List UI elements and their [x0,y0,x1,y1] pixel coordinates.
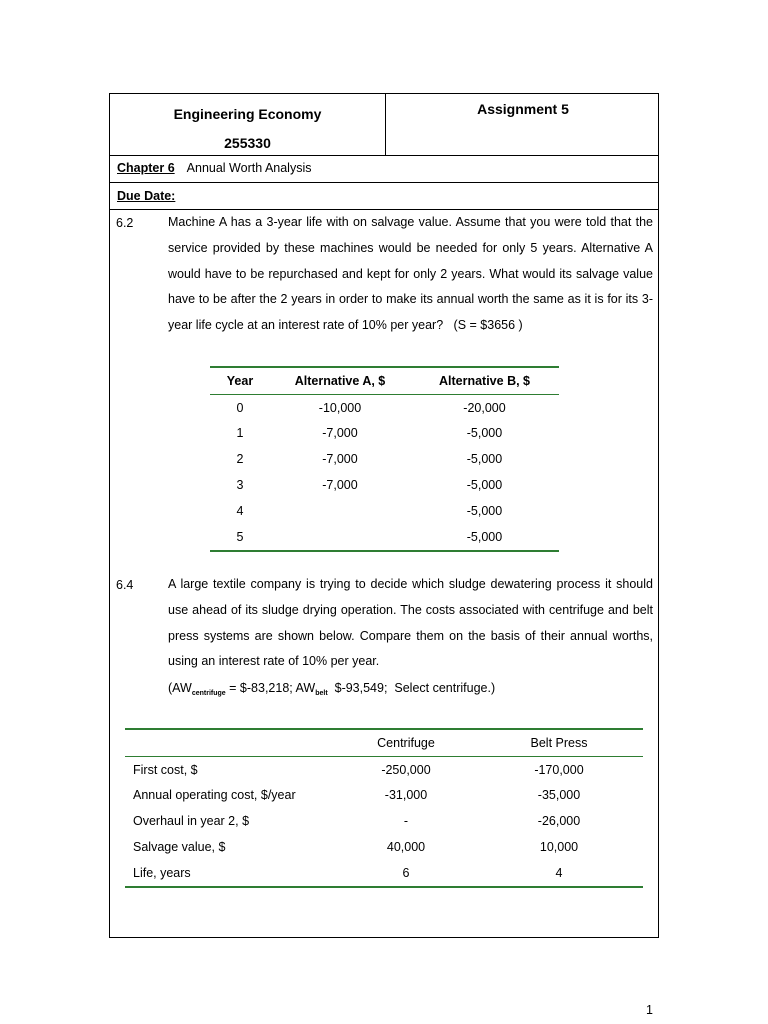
table-row [125,783,643,809]
table-row [210,394,559,420]
answer-text: = $-83,218; AW [225,681,316,695]
year-cell: 2 [236,452,244,467]
problem-number: 6.2 [116,216,134,230]
table-header-row [125,729,643,756]
problem-text: Machine A has a 3-year life with on salvage value. Assume that you were told that the service provided by these machines would be needed for only 5 years. Alternative A would have to be repurchased and kept for only 2 years. What would its salvage value have to be after the 2 years in order to make its annual worth the same as it is for its 3-year life cycle at an interest rate of 10% per year? (S = $3656 ) [168,215,653,333]
row-label: First cost, $ [133,762,198,777]
centrifuge-cell: -250,000 [381,762,431,777]
row-label: Overhaul in year 2, $ [133,814,250,829]
table-header-row [210,367,559,394]
table-row [210,472,559,498]
chapter-row [117,161,312,175]
table-row [125,808,643,834]
alt-b-cell: -5,000 [466,452,503,467]
answer-text: $-93,549; Select centrifuge.) [327,681,496,695]
row-label: Salvage value, $ [133,840,226,855]
problem-number: 6.4 [116,578,134,592]
alt-b-cell: -5,000 [466,478,503,493]
alt-a-cell: -10,000 [318,400,362,415]
row-label: Life, years [125,860,337,887]
belt-press-cell: 10,000 [539,840,579,855]
col-header: Alternative B, $ [410,367,559,394]
answer-subscript: centrifuge [191,690,226,697]
divider [110,155,658,156]
due-date-label: Due Date: [117,189,176,203]
alt-a-cell: -7,000 [322,452,358,467]
year-cell: 4 [236,503,244,518]
alt-a-cell [270,524,410,551]
answer-text: (AW [168,681,192,695]
alt-a-cell [270,498,410,524]
centrifuge-cell: -31,000 [384,788,428,803]
belt-press-cell: -170,000 [534,762,584,777]
table-row [125,860,643,887]
table-row [210,421,559,447]
table-row [210,524,559,551]
year-cell: 3 [236,478,244,493]
table-row [210,498,559,524]
table-row [125,834,643,860]
table-row [125,756,643,782]
alt-a-cell: -7,000 [322,478,358,493]
year-cell: 1 [236,426,244,441]
col-header: Year [210,367,270,394]
problem-text: A large textile company is trying to decide which sludge dewatering process it should use ahead of its sludge drying operation. The costs associated with centrifuge and belt press systems are shown below. Compare them on the basis of their annual worths, using an interest rate of 10% per year. [168,577,653,669]
table-row [210,446,559,472]
page-number: 1 [646,1003,653,1017]
col-header [125,729,337,756]
chapter-title: Annual Worth Analysis [186,161,312,175]
col-header: Centrifuge [337,729,475,756]
belt-press-cell: -35,000 [537,788,581,803]
header-divider [385,94,386,155]
alt-b-cell: -5,000 [466,426,503,441]
course-header [110,100,385,158]
year-cell: 5 [210,524,270,551]
alt-b-cell: -5,000 [466,503,503,518]
chapter-label: Chapter 6 [117,161,175,175]
alternatives-table [210,366,559,552]
assignment-frame [109,93,659,938]
alt-b-cell: -5,000 [410,524,559,551]
belt-press-cell: -26,000 [537,814,581,829]
alt-b-cell: -20,000 [463,400,506,415]
centrifuge-cell: 6 [337,860,475,887]
row-label: Annual operating cost, $/year [133,788,296,803]
course-title: Engineering Economy [173,106,322,122]
year-cell: 0 [236,400,244,415]
assignment-title: Assignment 5 [477,101,569,117]
problem-answer [168,681,495,697]
answer-subscript: belt [315,690,328,697]
centrifuge-cell: - [403,814,409,829]
belt-press-cell: 4 [475,860,643,887]
centrifuge-cell: 40,000 [386,840,426,855]
cost-comparison-table [125,728,643,888]
course-code: 255330 [224,135,271,151]
divider [110,182,658,183]
alt-a-cell: -7,000 [322,426,358,441]
col-header: Alternative A, $ [270,367,410,394]
col-header: Belt Press [475,729,643,756]
